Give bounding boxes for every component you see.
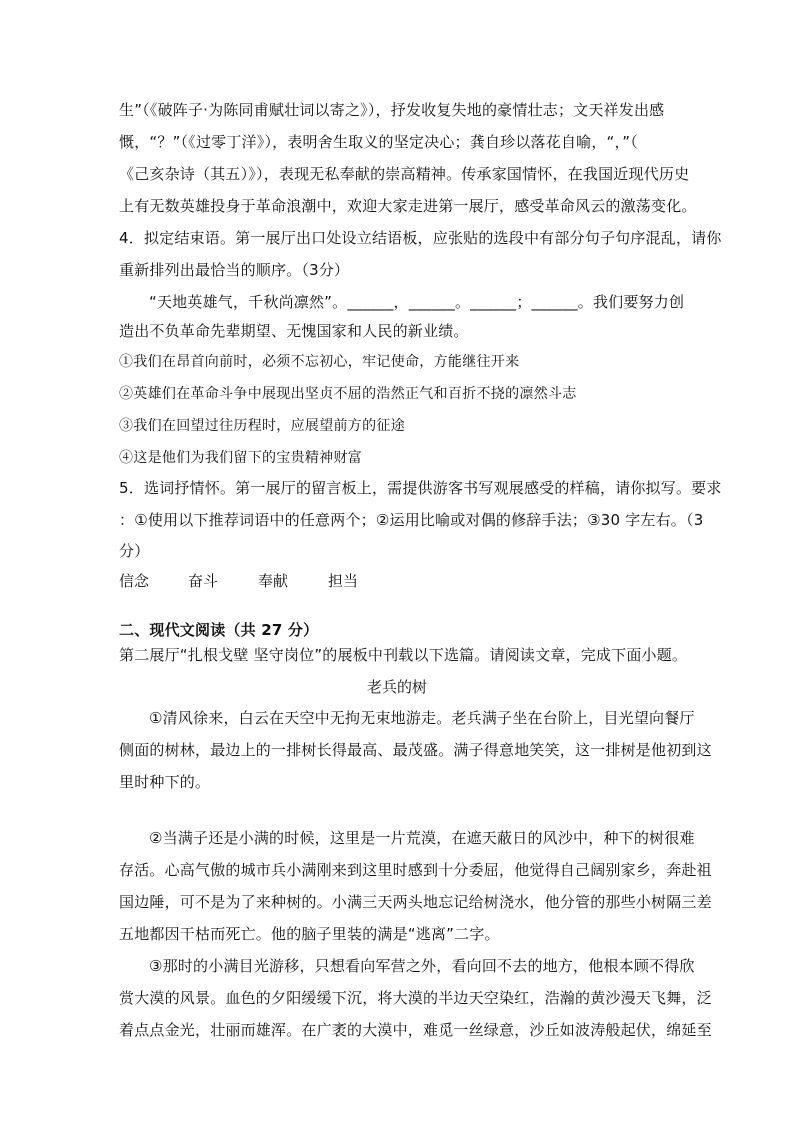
- recommended-word: 奋斗: [188, 572, 219, 590]
- article-paragraph-line: ③那时的小满目光游移，只想看向军营之外，看向回不去的地方，他根本顾不得欣: [149, 957, 695, 975]
- article-paragraph-line: 五地都因干枯而死亡。他的脑子里装的满是“逃离”二字。: [119, 925, 500, 943]
- recommended-word: 奉献: [258, 572, 289, 590]
- option-2: ②英雄们在革命斗争中展现出坚贞不屈的浩然正气和百折不挠的凛然斗志: [119, 386, 577, 402]
- option-4: ④这是他们为我们留下的宝贵精神财富: [119, 450, 363, 466]
- article-paragraph-line: 着点点金光，壮丽而雄浑。在广袤的大漠中，难觅一丝绿意，沙丘如波涛般起伏，绵延至: [119, 1021, 712, 1039]
- question-4-stem: 重新排列出最恰当的顺序。（3分）: [119, 261, 350, 279]
- section-intro: 第二展厅“扎根戈壁 坚守岗位”的展板中刊载以下选篇。请阅读文章，完成下面小题。: [119, 646, 688, 664]
- recommended-word: 信念: [119, 572, 150, 590]
- section-heading: 二、现代文阅读（共 27 分）: [119, 621, 319, 639]
- article-paragraph-line: 侧面的树林，最边上的一排树长得最高、最茂盛。满子得意地笑笑，这一排树是他初到这: [119, 741, 712, 759]
- question-5-stem: 5．选词抒情怀。第一展厅的留言板上，需提供游客书写观展感受的样稿，请你拟写。要求: [119, 479, 722, 497]
- option-3: ③我们在回望过往历程时，应展望前方的征途: [119, 418, 405, 434]
- question-4-passage: 造出不负革命先辈期望、无愧国家和人民的新业绩。: [119, 322, 469, 340]
- question-4-stem: 4．拟定结束语。第一展厅出口处设立结语板，应张贴的选段中有部分句子句序混乱，请你: [119, 229, 722, 247]
- article-paragraph-line: 赏大漠的风景。血色的夕阳缓缓下沉，将大漠的半边天空染红，浩瀚的黄沙漫天飞舞，泛: [119, 989, 712, 1007]
- article-paragraph-line: 里时种下的。: [119, 773, 211, 791]
- question-5-stem: ：①使用以下推荐词语中的任意两个；②运用比喻或对偶的修辞手法；③30 字左右。（3: [119, 511, 704, 529]
- article-paragraph-line: ①清风徐来，白云在天空中无拘无束地游走。老兵满子坐在台阶上，目光望向餐厅: [149, 709, 695, 727]
- article-paragraph-line: 国边陲，可不是为了来种树的。小满三天两头地忘记给树浇水，他分管的那些小树隔三差: [119, 893, 712, 911]
- paragraph-line: 上有无数英雄投身于革命浪潮中，欢迎大家走进第一展厅，感受革命风云的激荡变化。: [119, 197, 697, 215]
- question-4-passage: “天地英雄气，千秋尚凛然”。______，______。______；______。我们要努力创: [149, 293, 685, 311]
- question-5-stem: 分）: [119, 542, 150, 560]
- option-1: ①我们在昂首向前时，必须不忘初心，牢记使命，方能继往开来: [119, 354, 520, 370]
- article-title: 老兵的树: [366, 678, 427, 696]
- paragraph-line: 《己亥杂诗（其五）》），表现无私奉献的崇高精神。传承家国情怀，在我国近现代历史: [119, 165, 690, 183]
- paragraph-line: 慨，“？”（《过零丁洋》），表明舍生取义的坚定决心；龚自珍以落花自喻，“，”（: [119, 133, 638, 151]
- article-paragraph-line: 存活。心高气傲的城市兵小满刚来到这里时感到十分委屈，他觉得自己阔别家乡，奔赴祖: [119, 861, 712, 879]
- recommended-word: 担当: [328, 572, 359, 590]
- article-paragraph-line: ②当满子还是小满的时候，这里是一片荒漠，在遮天蔽日的风沙中，种下的树很难: [149, 829, 695, 847]
- paragraph-line: 生”（《破阵子·为陈同甫赋壮词以寄之》），抒发收复失地的豪情壮志；文天祥发出感: [119, 101, 665, 119]
